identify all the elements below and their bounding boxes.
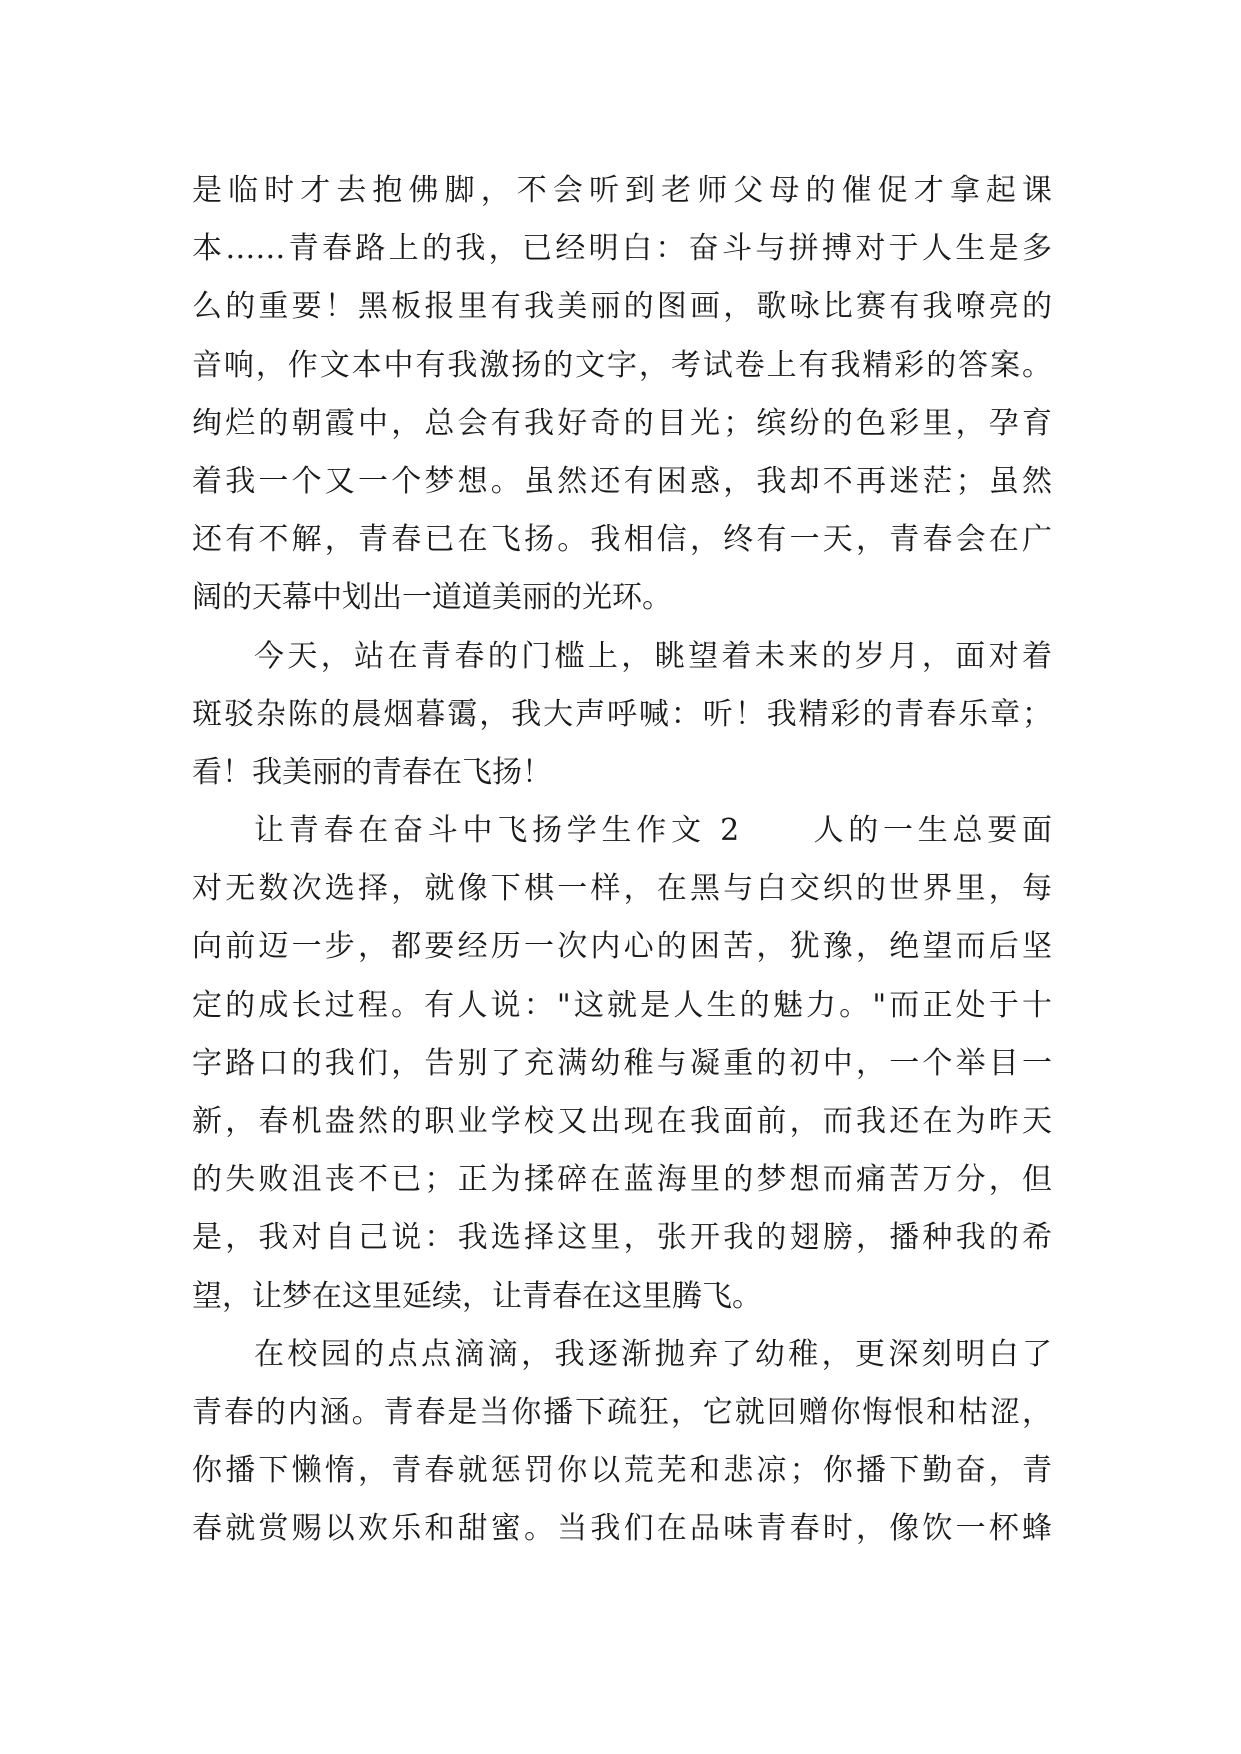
text-line: 本……青春路上的我，已经明白：奋斗与拼搏对于人生是多 <box>192 231 1052 267</box>
text-line: 着我一个又一个梦想。虽然还有困惑，我却不再迷茫；虽然 <box>192 463 1052 499</box>
text-line: 是临时才去抱佛脚，不会听到老师父母的催促才拿起课 <box>192 173 1052 208</box>
text-line: 新，春机盎然的职业学校又出现在我面前，而我还在为昨天 <box>192 1104 1052 1139</box>
text-line: 音响，作文本中有我激扬的文字，考试卷上有我精彩的答案。 <box>192 347 1052 383</box>
text-line: 字路口的我们，告别了充满幼稚与凝重的初中，一个举目一 <box>192 1045 1052 1081</box>
text-line: 定的成长过程。有人说："这就是人生的魅力。"而正处于十 <box>192 987 1052 1023</box>
text-line: 今天，站在青春的门槛上，眺望着未来的岁月，面对着 <box>254 638 1052 674</box>
text-line: 望，让梦在这里延续，让青春在这里腾飞。 <box>192 1278 762 1314</box>
text-line: 青春的内涵。青春是当你播下疏狂，它就回赠你悔恨和枯涩， <box>192 1394 1052 1430</box>
text-line: 斑驳杂陈的晨烟暮霭，我大声呼喊：听！我精彩的青春乐章； <box>192 696 1052 732</box>
text-line: 的失败沮丧不已；正为揉碎在蓝海里的梦想而痛苦万分，但 <box>192 1162 1052 1198</box>
text-line: 阔的天幕中划出一道道美丽的光环。 <box>192 580 672 616</box>
text-line: 对无数次选择，就像下棋一样，在黑与白交织的世界里，每 <box>192 871 1052 907</box>
text-line: 在校园的点点滴滴，我逐渐抛弃了幼稚，更深刻明白了 <box>254 1336 1052 1372</box>
text-line: 是，我对自己说：我选择这里，张开我的翅膀，播种我的希 <box>192 1220 1052 1256</box>
text-line: 向前迈一步，都要经历一次内心的困苦，犹豫，绝望而后坚 <box>192 929 1052 965</box>
text-line: 么的重要！黑板报里有我美丽的图画，歌咏比赛有我嘹亮的 <box>192 289 1052 325</box>
text-line: 还有不解，青春已在飞扬。我相信，终有一天，青春会在广 <box>192 522 1052 558</box>
text-line: 春就赏赐以欢乐和甜蜜。当我们在品味青春时，像饮一杯蜂 <box>192 1511 1052 1547</box>
text-line: 你播下懒惰，青春就惩罚你以荒芜和悲凉；你播下勤奋，青 <box>192 1453 1052 1489</box>
text-line: 看！我美丽的青春在飞扬！ <box>192 754 552 790</box>
essay-body <box>192 162 1052 1559</box>
text-line: 绚烂的朝霞中，总会有我好奇的目光；缤纷的色彩里，孕育 <box>192 405 1052 441</box>
essay-heading-line: 让青春在奋斗中飞扬学生作文 2 人的一生总要面 <box>254 813 1052 849</box>
